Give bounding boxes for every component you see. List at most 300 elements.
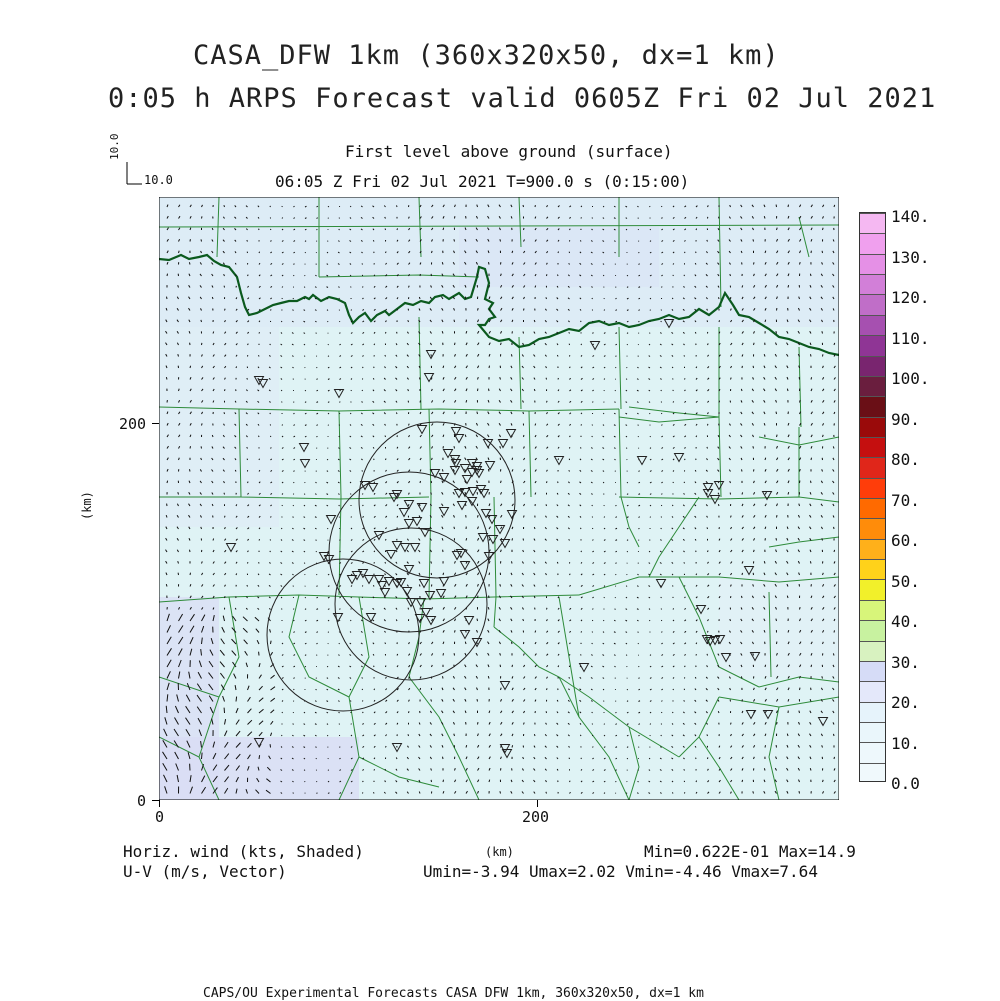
colorbar-segment bbox=[860, 641, 885, 662]
y-axis-unit: (km) bbox=[80, 491, 94, 520]
wind-vector bbox=[615, 666, 616, 667]
wind-vector bbox=[626, 218, 627, 219]
wind-vector bbox=[627, 712, 628, 713]
wind-vector bbox=[547, 608, 548, 610]
wind-vector bbox=[557, 769, 558, 771]
wind-vector bbox=[626, 425, 627, 426]
wind-vector bbox=[695, 263, 696, 264]
wind-vector bbox=[638, 574, 639, 575]
colorbar-segment bbox=[860, 478, 885, 499]
wind-vector bbox=[362, 263, 363, 264]
wind-vector bbox=[316, 747, 317, 748]
wind-vector bbox=[616, 747, 618, 748]
wind-vector bbox=[639, 735, 640, 736]
colorbar-segment bbox=[860, 315, 885, 336]
wind-vector bbox=[639, 321, 640, 322]
wind-vector bbox=[304, 712, 305, 713]
wind-vector bbox=[363, 712, 364, 713]
wind-vector bbox=[466, 745, 467, 747]
wind-vector bbox=[305, 425, 307, 426]
wind-vector bbox=[294, 206, 295, 207]
wind-vector bbox=[570, 574, 571, 575]
wind-vector bbox=[557, 700, 558, 702]
wind-vector bbox=[315, 528, 316, 529]
wind-vector bbox=[557, 355, 558, 357]
wind-vector bbox=[615, 678, 616, 679]
wind-vector bbox=[294, 471, 295, 472]
wind-vector bbox=[202, 423, 203, 425]
wind-vector bbox=[741, 389, 742, 391]
wind-vector bbox=[616, 735, 617, 736]
wind-vector bbox=[604, 379, 605, 380]
colorbar-label: 50. bbox=[891, 572, 920, 591]
wind-vector bbox=[650, 241, 651, 242]
wind-vector bbox=[615, 471, 616, 472]
wind-vector bbox=[420, 481, 421, 483]
wind-vector bbox=[765, 745, 766, 747]
wind-vector bbox=[339, 298, 340, 299]
wind-vector bbox=[202, 753, 203, 759]
wind-vector bbox=[477, 619, 478, 621]
wind-vector bbox=[282, 287, 283, 288]
wind-vector bbox=[327, 287, 329, 288]
wind-vector bbox=[351, 735, 352, 736]
wind-vector bbox=[340, 390, 341, 391]
wind-vector bbox=[534, 527, 535, 529]
wind-vector bbox=[477, 412, 478, 414]
wind-vector bbox=[708, 550, 709, 552]
wind-vector bbox=[489, 780, 490, 782]
wind-vector bbox=[316, 471, 317, 472]
wind-vector bbox=[800, 262, 801, 264]
wind-vector bbox=[190, 446, 191, 448]
wind-vector bbox=[167, 297, 168, 299]
wind-vector bbox=[294, 402, 295, 403]
wind-vector bbox=[363, 781, 364, 782]
wind-vector bbox=[363, 286, 364, 287]
wind-vector bbox=[614, 229, 616, 230]
wind-vector bbox=[328, 793, 329, 794]
wind-vector bbox=[637, 402, 638, 403]
colorbar-segment bbox=[860, 559, 885, 580]
wind-vector bbox=[315, 701, 316, 702]
level-label: First level above ground (surface) bbox=[345, 142, 673, 161]
wind-vector bbox=[788, 492, 789, 494]
wind-vector bbox=[627, 494, 628, 495]
wind-vector bbox=[673, 585, 674, 586]
colorbar-label: 130. bbox=[891, 248, 930, 267]
wind-vector bbox=[317, 609, 319, 610]
wind-vector bbox=[500, 239, 501, 241]
wind-vector bbox=[489, 389, 490, 391]
wind-vector bbox=[317, 402, 319, 403]
wind-vector bbox=[281, 597, 282, 598]
wind-vector bbox=[201, 239, 202, 241]
wind-vector bbox=[637, 390, 639, 391]
wind-vector bbox=[810, 768, 811, 770]
wind-vector bbox=[270, 551, 271, 552]
wind-vector bbox=[351, 379, 352, 380]
wind-vector bbox=[811, 458, 812, 460]
wind-vector bbox=[315, 287, 316, 288]
wind-vector bbox=[626, 793, 627, 794]
wind-vector bbox=[833, 446, 834, 448]
wind-vector bbox=[328, 379, 330, 380]
wind-vector bbox=[547, 401, 548, 403]
wind-vector bbox=[512, 251, 513, 253]
wind-vector bbox=[626, 402, 627, 403]
wind-vector bbox=[614, 448, 615, 449]
wind-vector bbox=[787, 734, 788, 736]
wind-vector bbox=[696, 229, 697, 230]
colorbar-segment bbox=[860, 579, 885, 600]
wind-vector bbox=[616, 494, 617, 495]
wind-vector bbox=[523, 412, 524, 414]
wind-vector bbox=[650, 229, 651, 230]
wind-vector bbox=[247, 585, 248, 586]
wind-vector bbox=[684, 355, 685, 356]
wind-vector bbox=[638, 218, 639, 219]
wind-vector bbox=[592, 229, 593, 230]
wind-vector bbox=[592, 643, 593, 644]
wind-vector bbox=[293, 793, 294, 794]
wind-vector bbox=[614, 620, 615, 621]
wind-vector bbox=[593, 333, 594, 334]
wind-vector bbox=[328, 620, 329, 621]
wind-vector bbox=[639, 528, 640, 529]
wind-vector bbox=[754, 262, 755, 264]
wind-vector bbox=[305, 218, 307, 219]
wind-vector bbox=[731, 516, 732, 518]
wind-vector bbox=[294, 482, 295, 483]
wind-vector bbox=[443, 676, 444, 678]
wind-vector bbox=[501, 343, 502, 345]
wind-vector bbox=[167, 274, 168, 276]
wind-vector bbox=[592, 505, 593, 506]
wind-vector bbox=[742, 469, 743, 471]
wind-vector bbox=[351, 517, 352, 518]
wind-vector bbox=[419, 792, 420, 794]
wind-vector bbox=[512, 538, 513, 540]
colorbar-segment bbox=[860, 498, 885, 519]
wind-vector bbox=[179, 389, 180, 391]
wind-vector bbox=[614, 241, 615, 242]
wind-vector bbox=[719, 320, 720, 322]
wind-vector bbox=[626, 206, 628, 207]
wind-vector bbox=[317, 655, 318, 656]
colorbar-label: 20. bbox=[891, 693, 920, 712]
wind-vector bbox=[315, 275, 316, 276]
wind-vector bbox=[512, 745, 513, 747]
wind-vector bbox=[523, 205, 524, 207]
colorbar-segment bbox=[860, 233, 885, 254]
wind-vector bbox=[649, 551, 650, 552]
wind-vector bbox=[489, 366, 490, 368]
wind-vector bbox=[224, 493, 225, 495]
y-tick-label-200: 200 bbox=[119, 415, 146, 433]
wind-vector bbox=[431, 354, 432, 356]
wind-vector bbox=[627, 551, 628, 552]
ref-vector-label-vertical: 10.0 bbox=[108, 134, 121, 161]
wind-vector bbox=[616, 781, 617, 782]
wind-vector bbox=[593, 402, 594, 403]
wind-vector bbox=[328, 586, 329, 587]
wind-vector bbox=[662, 425, 663, 426]
wind-vector bbox=[270, 344, 271, 345]
wind-vector bbox=[281, 390, 282, 391]
wind-vector bbox=[650, 517, 651, 518]
wind-vector bbox=[614, 425, 616, 426]
wind-vector bbox=[615, 252, 616, 253]
wind-vector bbox=[616, 367, 617, 368]
wind-vector bbox=[580, 240, 581, 241]
wind-vector bbox=[616, 551, 617, 552]
wind-vector bbox=[327, 298, 328, 299]
wind-vector bbox=[270, 413, 271, 414]
wind-vector bbox=[650, 712, 651, 713]
wind-vector bbox=[166, 377, 167, 379]
wind-vector bbox=[328, 402, 329, 403]
wind-vector bbox=[305, 241, 306, 242]
wind-vector bbox=[593, 540, 594, 541]
wind-vector bbox=[338, 448, 339, 449]
wind-vector bbox=[190, 550, 191, 552]
wind-vector bbox=[672, 574, 673, 575]
wind-vector bbox=[488, 469, 489, 471]
wind-vector bbox=[339, 436, 340, 437]
wind-vector bbox=[616, 758, 617, 759]
wind-vector bbox=[327, 528, 328, 529]
wind-vector bbox=[661, 735, 662, 736]
wind-vector bbox=[455, 630, 456, 632]
wind-vector bbox=[385, 217, 386, 219]
wind-vector bbox=[304, 494, 305, 495]
wind-vector bbox=[558, 597, 559, 599]
wind-vector bbox=[236, 573, 237, 575]
wind-vector bbox=[317, 379, 318, 380]
wind-vector bbox=[569, 470, 570, 471]
wind-vector bbox=[800, 607, 801, 609]
wind-vector bbox=[799, 504, 800, 506]
wind-vector bbox=[282, 218, 283, 219]
wind-vector bbox=[327, 678, 328, 679]
wind-vector bbox=[639, 724, 640, 725]
colorbar-segment bbox=[860, 600, 885, 621]
colorbar-segment bbox=[860, 661, 885, 682]
colorbar-label: 140. bbox=[891, 207, 930, 226]
wind-vector bbox=[650, 298, 651, 299]
wind-vector bbox=[293, 379, 294, 380]
wind-vector bbox=[202, 216, 203, 218]
wind-vector bbox=[811, 377, 812, 379]
wind-vector bbox=[304, 310, 305, 311]
wind-vector bbox=[822, 538, 823, 540]
wind-vector bbox=[639, 701, 641, 702]
wind-vector bbox=[639, 471, 640, 472]
wind-vector bbox=[315, 517, 317, 518]
wind-vector bbox=[315, 494, 316, 495]
wind-vector bbox=[304, 505, 305, 506]
wind-vector bbox=[524, 723, 525, 725]
wind-vector bbox=[569, 263, 570, 264]
wind-vector bbox=[662, 287, 663, 288]
wind-vector bbox=[649, 758, 650, 759]
wind-vector bbox=[615, 459, 616, 460]
wind-vector bbox=[684, 700, 685, 701]
wind-vector bbox=[615, 609, 616, 610]
wind-vector bbox=[638, 632, 639, 633]
wind-vector bbox=[317, 229, 318, 230]
wind-vector bbox=[742, 780, 743, 782]
colorbar-label: 10. bbox=[891, 734, 920, 753]
wind-vector bbox=[626, 390, 627, 391]
colorbar-label: 40. bbox=[891, 612, 920, 631]
wind-vector bbox=[570, 367, 571, 368]
wind-vector bbox=[672, 298, 673, 299]
wind-vector bbox=[558, 459, 559, 461]
wind-vector bbox=[350, 632, 351, 633]
wind-vector bbox=[328, 367, 329, 368]
wind-vector bbox=[592, 287, 593, 288]
wind-vector bbox=[593, 747, 594, 748]
wind-vector bbox=[304, 517, 305, 518]
wind-vector bbox=[512, 642, 513, 644]
wind-vector bbox=[419, 297, 420, 299]
wind-vector bbox=[328, 781, 329, 782]
wind-vector bbox=[685, 378, 686, 379]
wind-vector bbox=[512, 561, 513, 563]
wind-vector bbox=[281, 540, 282, 541]
wind-vector bbox=[282, 632, 283, 633]
wind-vector bbox=[776, 619, 777, 621]
wind-vector bbox=[224, 412, 225, 414]
colorbar-label: 30. bbox=[891, 653, 920, 672]
wind-vector bbox=[304, 724, 305, 725]
wind-vector bbox=[271, 641, 272, 644]
colorbar-segment bbox=[860, 742, 885, 763]
wind-vector bbox=[627, 528, 628, 529]
wind-vector bbox=[822, 331, 823, 333]
wind-vector bbox=[777, 515, 778, 517]
wind-vector bbox=[386, 459, 387, 461]
colorbar-segment bbox=[860, 539, 885, 560]
wind-vector bbox=[304, 333, 305, 334]
wind-vector bbox=[270, 206, 271, 207]
wind-vector bbox=[327, 666, 328, 667]
wind-vector bbox=[708, 631, 709, 633]
wind-vector bbox=[823, 228, 824, 230]
wind-vector bbox=[304, 540, 305, 541]
wind-vector bbox=[627, 333, 628, 334]
wind-vector bbox=[397, 205, 398, 207]
wind-vector bbox=[777, 722, 778, 724]
wind-vector bbox=[293, 724, 294, 725]
wind-vector bbox=[327, 689, 328, 690]
wind-vector bbox=[271, 516, 272, 517]
wind-vector bbox=[478, 515, 479, 517]
wind-vector bbox=[327, 459, 328, 460]
wind-vector bbox=[259, 539, 260, 540]
wind-vector bbox=[626, 609, 627, 610]
wind-vector bbox=[765, 458, 766, 460]
wind-vector bbox=[304, 735, 306, 736]
legend-shaded: Horiz. wind (kts, Shaded) bbox=[123, 842, 364, 861]
wind-vector bbox=[362, 401, 363, 402]
wind-vector bbox=[524, 516, 525, 518]
wind-vector bbox=[305, 229, 306, 230]
wind-vector bbox=[719, 297, 720, 299]
x-tick-label-200: 200 bbox=[522, 808, 549, 826]
wind-vector bbox=[524, 309, 525, 311]
wind-vector bbox=[282, 425, 283, 426]
wind-vector bbox=[328, 597, 330, 598]
wind-vector bbox=[363, 298, 364, 299]
wind-vector bbox=[339, 712, 340, 713]
wind-vector bbox=[294, 275, 295, 276]
wind-vector bbox=[281, 528, 282, 529]
wind-vector bbox=[454, 446, 455, 448]
wind-vector bbox=[315, 712, 317, 713]
wind-vector bbox=[293, 586, 294, 587]
wind-vector bbox=[454, 527, 455, 529]
wind-vector bbox=[373, 240, 374, 241]
wind-vector bbox=[626, 241, 627, 242]
wind-vector bbox=[603, 275, 604, 276]
wind-vector bbox=[593, 609, 594, 610]
wind-vector bbox=[637, 379, 638, 380]
wind-vector bbox=[627, 701, 628, 702]
wind-vector bbox=[409, 711, 410, 713]
wind-vector bbox=[339, 229, 340, 230]
wind-vector bbox=[604, 701, 605, 702]
wind-vector bbox=[604, 517, 605, 518]
wind-vector bbox=[834, 205, 835, 207]
wind-vector bbox=[730, 619, 731, 621]
wind-vector bbox=[340, 333, 341, 334]
wind-vector bbox=[316, 551, 317, 552]
wind-vector bbox=[259, 332, 260, 333]
colorbar-label: 70. bbox=[891, 491, 920, 510]
wind-vector bbox=[730, 274, 731, 276]
wind-vector bbox=[639, 666, 640, 667]
wind-vector bbox=[316, 482, 317, 483]
wind-vector bbox=[178, 492, 179, 494]
wind-vector bbox=[316, 758, 317, 759]
wind-vector bbox=[614, 436, 616, 437]
wind-vector bbox=[340, 758, 341, 759]
wind-vector bbox=[432, 251, 433, 253]
colorbar-label: 100. bbox=[891, 369, 930, 388]
wind-vector bbox=[247, 378, 248, 379]
wind-vector bbox=[328, 344, 329, 345]
wind-vector bbox=[327, 482, 329, 483]
wind-vector bbox=[603, 482, 604, 483]
wind-vector bbox=[315, 724, 317, 725]
wind-vector bbox=[327, 275, 329, 276]
wind-vector bbox=[259, 252, 260, 253]
wind-vector bbox=[385, 643, 386, 645]
wind-vector bbox=[637, 609, 639, 610]
wind-vector bbox=[396, 757, 397, 759]
wind-vector bbox=[304, 356, 305, 357]
wind-vector bbox=[592, 436, 593, 437]
wind-vector bbox=[465, 297, 466, 299]
wind-vector bbox=[615, 390, 616, 391]
wind-vector bbox=[340, 540, 341, 541]
wind-vector bbox=[614, 413, 615, 414]
wind-vector bbox=[672, 723, 673, 724]
wind-vector bbox=[649, 609, 650, 610]
